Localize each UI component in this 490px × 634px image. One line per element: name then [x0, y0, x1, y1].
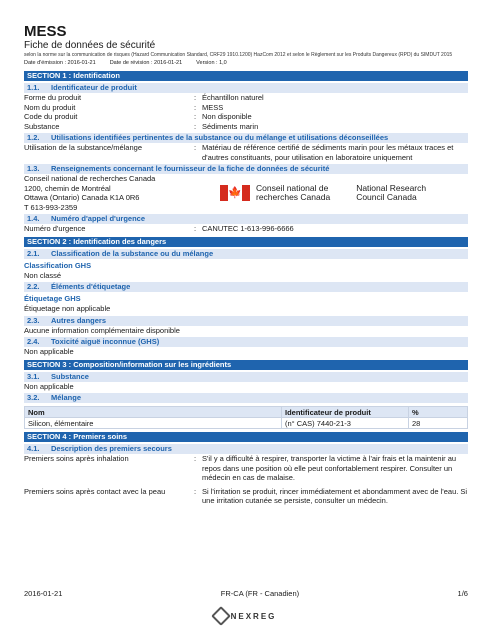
mixture-table [24, 406, 468, 429]
ghs-label-heading: Étiquetage GHS [24, 294, 81, 303]
other-hazards-value: Aucune information complémentaire disponible [24, 325, 180, 335]
field-row: Substance : Sédiments marin [24, 121, 259, 131]
canada-flag-icon: 🍁 [220, 185, 250, 201]
document-subtitle: Fiche de données de sécurité [24, 40, 156, 51]
regulation-note: selon la norme sur la communication de risques (Hazard Communication Standard, CRF29 1910.1200) HazCom 2012 et selon le Règlement sur les Produits Dangereux (RPD) du SIMDUT 2015 [24, 52, 453, 58]
issue-date: Date d'émission : 2016-01-21 [24, 60, 96, 66]
substance-value: Non applicable [24, 381, 74, 391]
nexreg-logo: NEXREG [0, 609, 490, 623]
footer-date: 2016-01-21 [24, 589, 63, 598]
field-row: Code du produit : Non disponible [24, 112, 252, 121]
revision-date: Date de révision : 2016-01-21 [109, 60, 183, 66]
subsection-4-1: 4.1. Description des premiers secours [24, 444, 468, 454]
column-header: Nom [25, 407, 282, 418]
logo-text-fr: Conseil national de recherches Canada [256, 183, 331, 202]
logo-text-en: National Research Council Canada [356, 183, 427, 202]
supplier-address: Conseil national de recherches Canada 1200, chemin de Montréal Ottawa (Ontario) Canada K1A 0R6 T 613-993-2359 [24, 174, 156, 212]
ghs-classification-heading: Classification GHS [24, 260, 92, 270]
skin-contact-row: Premiers soins après contact avec la peau : Si l'irritation se produit, rincer immédiatement et abondamment avec de l'eau. Si une irritation cutanée se persiste, consulter un médecin. [24, 486, 468, 505]
subsection-2-4: 2.4. Toxicité aiguë inconnue (GHS) [24, 337, 468, 347]
subsection-1-4: 1.4. Numéro d'appel d'urgence [24, 214, 468, 224]
subsection-2-3: 2.3. Autres dangers [24, 316, 468, 326]
use-row: Utilisation de la substance/mélange : Matériau de référence certifié de sédiments marin pour les métaux traces et d'autres constituants, pour utilisation en laboratoire uniquement [24, 143, 454, 162]
subsection-3-1: 3.1. Substance [24, 372, 468, 382]
date-line [24, 60, 468, 67]
field-row: Forme du produit : Échantillon naturel [24, 93, 264, 102]
section-2-header: SECTION 2 : Identification des dangers [24, 237, 468, 247]
column-header: Identificateur de produit [282, 407, 409, 418]
table-row: Silicon, élémentaire (n° CAS) 7440-21-3 28 [25, 418, 468, 429]
subsection-2-2: 2.2. Éléments d'étiquetage [24, 282, 468, 292]
nrc-logo [220, 184, 426, 202]
emergency-row: Numéro d'urgence : CANUTEC 1-613-996-6666 [24, 224, 294, 233]
footer-locale: FR-CA (FR - Canadien) [220, 589, 300, 598]
subsection-1-1: 1.1. Identificateur de produit [24, 83, 468, 93]
section-1-header: SECTION 1 : Identification [24, 71, 468, 81]
subsection-3-2: 3.2. Mélange [24, 393, 468, 403]
field-row: Nom du produit : MESS [24, 102, 224, 112]
product-title: MESS [24, 23, 67, 40]
acute-toxicity-value: Non applicable [24, 347, 74, 356]
version: Version : 1,0 [196, 60, 227, 66]
page-footer [24, 589, 468, 598]
subsection-1-2: 1.2. Utilisations identifiées pertinentes de la substance ou du mélange et utilisations déconseillées [24, 133, 468, 143]
ghs-label-value: Étiquetage non applicable [24, 304, 111, 313]
sds-page [24, 24, 468, 506]
inhalation-row: Premiers soins après inhalation : S'il y a difficulté à respirer, transporter la victime à l'air frais et la maintenir au repos dans une position où elle peut confortablement respirer. Consulter un médecin en cas de malaise. [24, 454, 457, 482]
column-header: % [409, 407, 468, 418]
subsection-1-3: 1.3. Renseignements concernant le fournisseur de la fiche de données de sécurité [24, 164, 468, 174]
nexreg-hex-icon [211, 606, 231, 626]
subsection-2-1: 2.1. Classification de la substance ou du mélange [24, 249, 468, 259]
section-3-header: SECTION 3 : Composition/information sur les ingrédients [24, 360, 468, 370]
section-4-header: SECTION 4 : Premiers soins [24, 432, 468, 442]
supplier-block [24, 174, 468, 212]
page-number: 1/6 [457, 589, 468, 598]
ghs-classification-value: Non classé [24, 270, 62, 280]
